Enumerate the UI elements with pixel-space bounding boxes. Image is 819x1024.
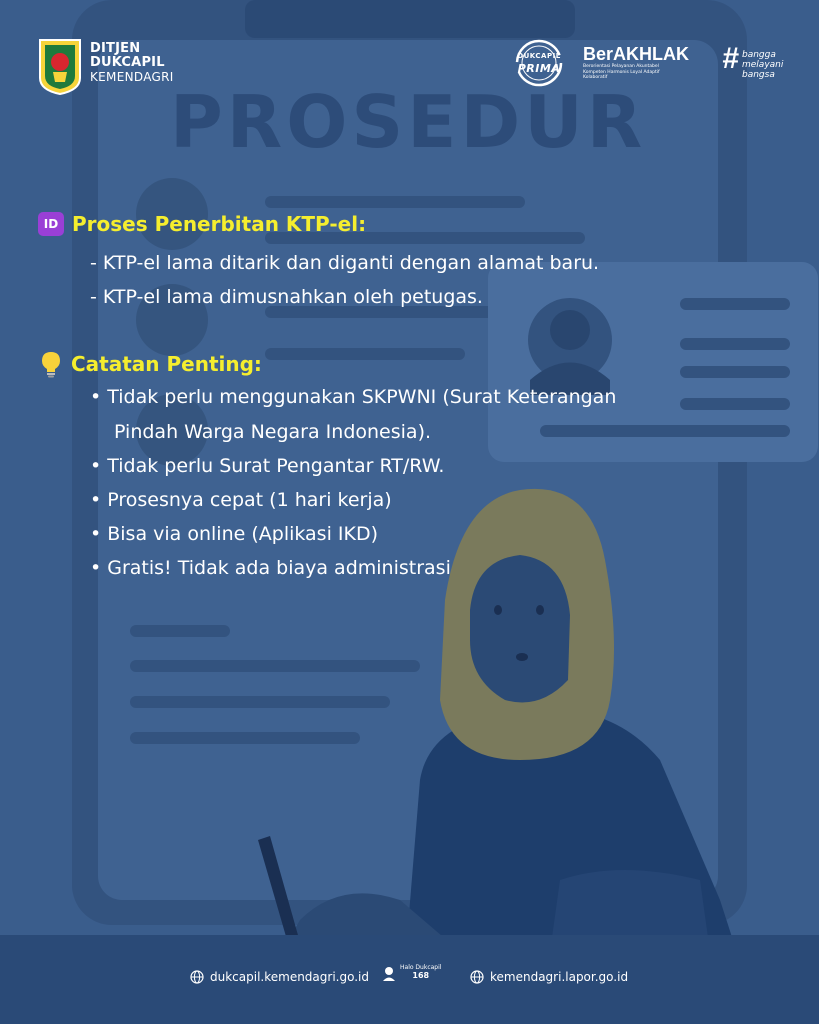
notes-item-1-cont: Pindah Warga Negara Indonesia).	[114, 421, 432, 443]
notes-item-5: • Gratis! Tidak ada biaya administrasi	[90, 557, 451, 579]
bangga-text: bangga melayani bangsa	[742, 50, 784, 80]
berakhlak-title: BerAKHLAK	[583, 44, 690, 64]
section-notes-heading: Catatan Penting:	[71, 352, 262, 376]
prima-top-text: DUKCAPIL	[517, 52, 561, 60]
lightbulb-icon	[38, 350, 64, 378]
ktp-item-2: - KTP-el lama dimusnahkan oleh petugas.	[90, 286, 483, 308]
halo-text	[400, 964, 441, 981]
berakhlak-logo	[583, 44, 708, 84]
org-name-line3: KEMENDAGRI	[90, 70, 174, 84]
section-ktp-heading: Proses Penerbitan KTP-el:	[72, 212, 367, 236]
globe-icon	[190, 970, 204, 984]
ktp-item-1: - KTP-el lama ditarik dan diganti dengan alamat baru.	[90, 252, 600, 274]
berakhlak-subtitle: Berorientasi Pelayanan Akuntabel Kompeten Harmonis Loyal Adaptif Kolaboratif	[583, 64, 660, 80]
notes-item-3: • Prosesnya cepat (1 hari kerja)	[90, 489, 392, 511]
org-name-line2: DUKCAPIL	[90, 55, 165, 70]
kemendagri-emblem-icon	[36, 38, 84, 96]
footer-site-lapor-text: kemendagri.lapor.go.id	[490, 970, 629, 984]
footer	[0, 964, 819, 994]
id-badge-icon: ID	[38, 212, 64, 236]
section-ktp-title	[38, 212, 366, 236]
section-notes-title	[38, 350, 262, 378]
footer-site-dukcapil[interactable]	[190, 970, 369, 984]
halo-label: Halo Dukcapil	[400, 964, 442, 971]
globe-icon	[470, 970, 484, 984]
notes-item-4: • Bisa via online (Aplikasi IKD)	[90, 523, 379, 545]
org-name	[90, 42, 174, 84]
org-name-line1: DITJEN	[90, 41, 141, 56]
watermark-title: PROSEDUR	[170, 80, 647, 164]
footer-site-lapor[interactable]	[470, 970, 628, 984]
bangga-melayani-logo	[722, 42, 792, 84]
notes-item-1: • Tidak perlu menggunakan SKPWNI (Surat Keterangan	[90, 386, 617, 408]
call-center-icon	[381, 965, 397, 981]
halo-number: 168	[412, 971, 430, 980]
hashtag-icon: #	[722, 42, 739, 75]
footer-site-dukcapil-text: dukcapil.kemendagri.go.id	[210, 970, 369, 984]
footer-halo-dukcapil[interactable]	[381, 964, 441, 981]
notes-item-2: • Tidak perlu Surat Pengantar RT/RW.	[90, 455, 445, 477]
prima-bottom-text: PRIMA	[517, 62, 561, 75]
